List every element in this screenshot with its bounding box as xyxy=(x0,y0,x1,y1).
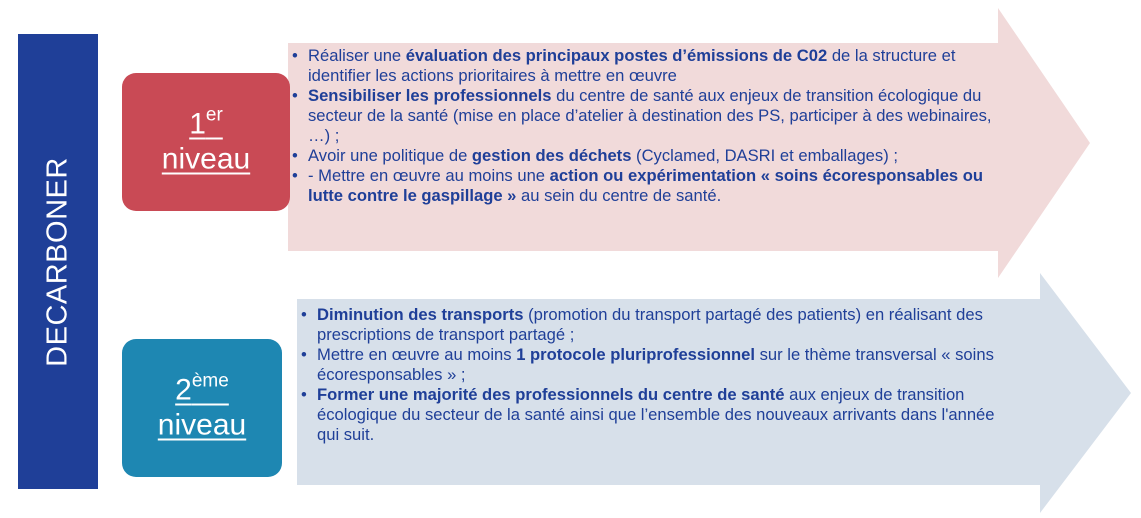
bullet-emphasis: 1 protocole pluriprofessionnel xyxy=(516,345,755,364)
level-1-badge xyxy=(122,73,290,211)
bullet-text: du centre de santé aux enjeux de transition écologique du secteur de la santé (mise en place d’atelier à destination des PS, participer à des webinaires, …) ; xyxy=(308,86,992,145)
bullet-text: Réaliser une xyxy=(308,46,406,65)
level-1-word: niveau xyxy=(161,142,251,175)
side-bar xyxy=(18,34,98,489)
bullet-emphasis: gestion des déchets xyxy=(471,146,632,165)
bullet-item xyxy=(290,86,1010,146)
level-2-suffix: ème xyxy=(191,370,229,392)
bullet-text: sur le thème transversal « soins écoresponsables » ; xyxy=(317,345,994,384)
bullet-emphasis: évaluation des principaux postes d’émissions de C02 xyxy=(405,46,828,65)
level-1-number: 1 xyxy=(189,107,206,141)
bullet-text: (Cyclamed, DASRI et emballages) ; xyxy=(631,146,898,165)
level-1-suffix: er xyxy=(205,104,223,126)
bullet-text: Mettre en œuvre au moins xyxy=(317,345,517,364)
bullet-text: (promotion du transport partagé des patients) en réalisant des prescriptions de transport partagé ; xyxy=(317,305,983,344)
bullet-item xyxy=(299,385,1019,445)
bullet-item xyxy=(290,46,1010,86)
level-2-word: niveau xyxy=(157,408,247,441)
bullet-item xyxy=(299,305,1019,345)
bullet-text: au sein du centre de santé. xyxy=(516,186,722,205)
bullet-emphasis: Diminution des transports xyxy=(317,305,524,324)
bullet-item xyxy=(299,345,1019,385)
bullet-text: de la structure et identifier les actions prioritaires à mettre en œuvre xyxy=(308,46,956,85)
bullet-text: - Mettre en œuvre au moins une xyxy=(308,166,550,185)
level-1-number-line xyxy=(189,104,223,143)
level-1-bullet-list xyxy=(290,46,1010,206)
level-2-number-line xyxy=(175,370,229,409)
bullet-emphasis: Sensibiliser les professionnels xyxy=(308,86,552,105)
level-2-bullet-list xyxy=(299,305,1019,445)
side-label: DECARBONER xyxy=(41,156,74,367)
bullet-emphasis: action ou expérimentation « soins écoresponsables ou lutte contre le gaspillage » xyxy=(308,166,984,205)
bullet-text: aux enjeux de transition écologique du secteur de la santé ainsi que l’ensemble des nouveaux arrivants dans l'année qui suit. xyxy=(317,385,995,444)
bullet-item xyxy=(290,146,1010,166)
bullet-item xyxy=(290,166,1010,206)
bullet-emphasis: Former une majorité des professionnels du centre de santé xyxy=(317,385,785,404)
level-2-number: 2 xyxy=(175,373,192,407)
bullet-text: Avoir une politique de xyxy=(308,146,472,165)
level-2-badge xyxy=(122,339,282,477)
